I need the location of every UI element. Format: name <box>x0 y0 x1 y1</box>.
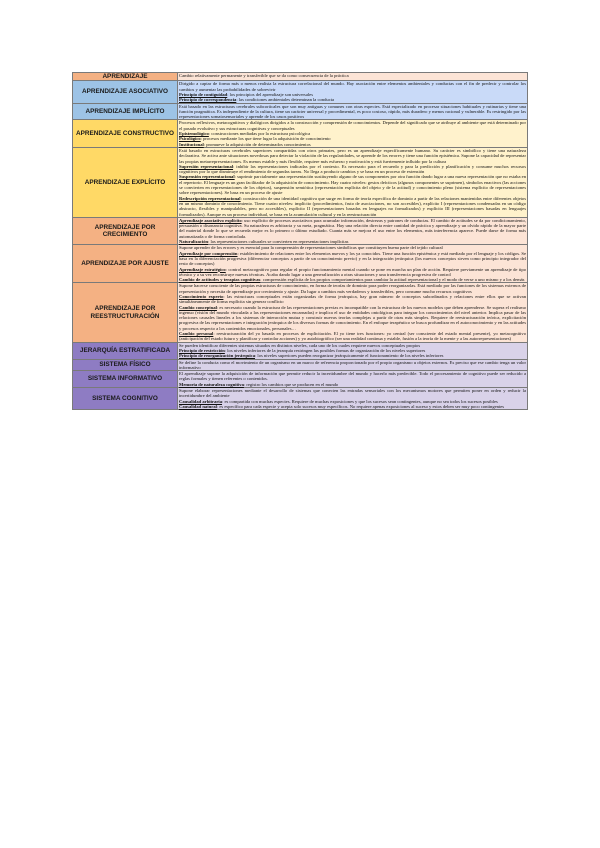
concept-lead-term: Causalidad arbitraria <box>179 398 223 404</box>
concept-text: : suprimir parcialmente una representación sustituyendo alguno de sus componentes por otra función dando lugar a una nueva representación que no estaba en el repertorio. El lenguaje es un gran facilitador de la adquisición de conocimiento. Hay cuatro niveles: gestos deícticos (algunos componentes se suprimen), símbolos enactivos (las acciones se convierten en representaciones de los objetos), suspensión semiótica (representación explícita del objeto y de la actitud) y conocimiento pleno (sistema explícito de representaciones sobre representaciones). Se basa en un proceso de ajuste <box>179 174 527 196</box>
definition-cell <box>178 371 528 388</box>
concept-lead-term: Principio de contiguidad <box>179 92 228 97</box>
concept-text: : uso explícito de procesos asociativos para acumular información, destrezas y patrones de conductas. El cambio de actitudes se da por condicionamiento, persuasión o disonancia cognitiva. Su naturaleza es arbitraria y su meta, pragmática. Hay una relación directa entre cantidad de práctica y aprendizaje y un olvido rápido de la mayor parte del material donde lo que se recuerda mejor es lo primero o último estudiado. Cuanta más se mejora el uso entre los elementos, más interferencia aparece. Puede darse de forma más automatizada o de forma controlada. <box>179 217 527 239</box>
term-cell: JERARQUÍA ESTRATIFICADA <box>73 342 178 359</box>
concept-lead-term: Naturalización <box>179 239 209 245</box>
definition-paragraph <box>179 174 526 195</box>
table-row <box>73 342 528 359</box>
definition-paragraph <box>179 382 526 387</box>
concept-text: Se define la conducta como el movimiento de un organismo en un marco de referencia proporcionado por el propio organismo u objetos externos. Es preciso que ese cambio tenga un valor informativo <box>179 359 526 370</box>
concept-text: : es específico para cada especie y acepta solo sucesos muy específicos. No requiere apenas exposiciones al suceso y estos deben ser muy poco contingentes <box>216 403 505 409</box>
table-row <box>73 217 528 244</box>
definition-cell <box>178 245 528 283</box>
definition-paragraph <box>179 305 526 331</box>
concept-text: : comprensión explícita de los propios comportamientos para cambiar la actitud representacional y el modo de verse a uno mismo y a los demás <box>260 277 525 283</box>
definition-paragraph <box>179 331 526 342</box>
definition-paragraph <box>179 371 526 382</box>
concept-lead-term: Aprendizaje por comprensión <box>179 250 238 256</box>
term-cell: SISTEMA COGNITIVO <box>73 388 178 410</box>
definition-paragraph <box>179 360 526 371</box>
concept-text: : es compartida con muchas especies. Requiere de muchas exposiciones y que los sucesos sean contingentes, aunque no sea todos los sucesos posibles <box>222 398 498 404</box>
concept-text: Dirigido a captar de forma más o menos realista la estructura correlacional del mundo. Hay asociación entre elementos ambientales y conductas con el fin de predecir y controlar los cambios y aumentar las probabilidades de sobrevivir <box>179 81 526 92</box>
concept-lead-term: Supresión representacional <box>179 163 234 169</box>
definition-paragraph <box>179 404 526 409</box>
definition-cell <box>178 217 528 244</box>
concept-lead-term: Cambio conceptual <box>179 304 217 310</box>
concept-text: Se pueden identificar diferentes sistemas situados en distintos niveles, cada uno de los cuales requiere nuevos conceptuales propios <box>179 342 421 348</box>
table-body <box>73 73 528 410</box>
concept-lead-term: Psicológico <box>179 136 201 142</box>
concept-text: Está basado en las estructuras cerebrales subcorticales que son muy antiguas y comunes con otras especies. Está especializado en procesar situaciones habituales y rutinarias y tiene una función pragmática. Es independiente de la cultura, tiene un carácter universal y procedimental, es poco costoso, rápido, más duradero y menos racional y vulnerable. Es restringido por las representaciones somatosensoriales y aprende de los casos positivos <box>179 103 526 120</box>
concept-text: : las representaciones culturales se convierten en representaciones implícitas <box>208 239 349 245</box>
concept-text: : reestructuración del yo basada en procesos de explicitación. El yo tiene tres funciones: yo central (ser consciente del estado mental presente), yo metacognitivo (anticipación del estado futuro y planificar y controlar acciones) y yo autobiográfico (ser una realidad continua y estable, fusión a la teoría de la mente y a las autorrepresentaciones) <box>179 331 526 342</box>
concept-lead-term: Principio de reorganización jerárquica <box>179 353 255 359</box>
concept-table <box>72 72 528 410</box>
concept-text: El aprendizaje supone la adquisición de información que permite reducir la incertidumbre del mundo y hacerlo más predecible. Todo el procesamiento de cognitivo puede ser reducido a reglas formales y tienen referentes o contenidos. <box>179 371 526 382</box>
table-row <box>73 147 528 217</box>
concept-lead-term: Conocimiento experto <box>179 293 224 299</box>
concept-text: : inhibir las representaciones indicadas por el contexto. Es necesario para el recuerdo y para la predicción y planificación y consume muchos recursos cognitivos por lo que disminuye el rendimiento de segundas tareas. No llega a producir cambios y se basa en un proceso de extensión <box>179 163 526 175</box>
definition-cell <box>178 103 528 120</box>
concept-lead-term: Redescripción representacional <box>179 195 241 201</box>
concept-lead-term: Epistemológico <box>179 131 209 137</box>
definition-paragraph <box>179 388 526 399</box>
concept-lead-term: Aprendizaje asociativo explícito <box>179 217 242 223</box>
concept-text: : promueve la adquisición de determinados conocimientos <box>203 141 311 147</box>
definition-paragraph <box>179 120 526 131</box>
table-row <box>73 371 528 388</box>
concept-lead-term: Institucional <box>179 141 204 147</box>
concept-text: : construcciones mediadas por la estructura psicológica <box>208 131 311 137</box>
definition-paragraph <box>179 267 526 278</box>
definition-paragraph <box>179 148 526 164</box>
definition-paragraph <box>179 218 526 239</box>
concept-text: : las estructuras conceptuales están organizadas de forma jerárquica, hay gran número de conceptos subordinados y relaciones entre ellos que se activan simultáneamente de forma explícita sin generar conflicto <box>179 293 527 305</box>
concept-lead-term: Aprendizaje estratégico <box>179 266 226 272</box>
concept-text: : las condiciones ambientales determinan la conducta <box>236 97 335 103</box>
term-cell: APRENDIZAJE POR AJUSTE <box>73 245 178 283</box>
definition-paragraph <box>179 251 526 267</box>
term-cell: APRENDIZAJE ASOCIATIVO <box>73 81 178 103</box>
table-row <box>73 103 528 120</box>
term-cell: APRENDIZAJE IMPLÍCITO <box>73 103 178 120</box>
definition-cell <box>178 147 528 217</box>
concept-text: Cambio relativamente permanente y transferible que se da como consecuencia de la práctica <box>179 73 349 78</box>
concept-text: Está basado en estructuras cerebrales superiores compartidas con otros primates, pero es un aprendizaje específicamente humano. Su carácter es simbólico y tiene una naturaleza declarativa. Se activa ante situaciones novedosas para detectar la violación de las regularidades, se aprende de los errores y tiene una función epistémica. Supone la capacidad de representar las propias metarrepresentaciones. Es menos estable y más flexible, requiere más esfuerzo y motivación y está fuertemente influido por la cultura <box>179 147 526 164</box>
definition-paragraph <box>179 164 526 175</box>
table-row <box>73 388 528 410</box>
definition-cell <box>178 388 528 410</box>
table-row <box>73 81 528 103</box>
table-row <box>73 73 528 81</box>
definition-paragraph <box>179 196 526 217</box>
definition-paragraph <box>179 97 526 102</box>
concept-text: : los principios del aprendizaje son universales <box>227 92 313 97</box>
concept-lead-term: Memoria de naturaleza cognitiva <box>179 381 244 387</box>
concept-text: : control metacognitivo para regular el propio funcionamiento mental cuando se pone en marcha un plan de acción. Requiere previamente un aprendizaje de tipo técnico y a su vez reconstruye nuevas técnicas. Acaba dando lugar a una generalización a otras situaciones y una transferencia progresiva de control <box>179 266 527 277</box>
concept-lead-term: Principio de restricción <box>179 347 225 353</box>
definition-paragraph <box>179 353 526 358</box>
definition-paragraph <box>179 283 526 294</box>
term-cell: SISTEMA FÍSICO <box>73 359 178 371</box>
concept-text: Supone elaborar representaciones mediante el desarrollo de sistemas que conecten las entradas sensoriales con los mecanismos motores que permiten poner en orden y reducir la incertidumbre del ambiente <box>179 388 526 399</box>
concept-text: : establecimiento de relaciones entre los elementos nuevos y los ya conocidos. Tiene una función epistémica y está mediado por el lenguaje y los códigos. Se basa en la diferenciación progresiva (diferenciar conceptos a partir de un conocimiento previo) y en la integración jerárquica (los nuevos conceptos sirven como principio integrador del resto de conceptos) <box>179 250 527 267</box>
concept-text: Supone aprender de los errores y es esencial para la comprensión de representaciones simbólicas que constituyen buena parte del tejido cultural <box>179 245 443 251</box>
table-row <box>73 120 528 147</box>
concept-lead-term: Suspensión representacional <box>179 174 235 180</box>
definition-cell <box>178 342 528 359</box>
concept-text: : los niveles inferiores de la jerarquía restringen las posibles formas de organización de los niveles superiores <box>224 347 426 353</box>
term-cell: SISTEMA INFORMATIVO <box>73 371 178 388</box>
concept-table-page <box>72 72 528 410</box>
concept-lead-term: Causalidad natural <box>179 403 217 409</box>
definition-paragraph <box>179 277 526 282</box>
concept-text: : procesos mediante los que tiene lugar la adquisición de conocimiento <box>200 136 331 142</box>
term-cell: APRENDIZAJE POR REESTRUCTURACIÓN <box>73 283 178 342</box>
table-row <box>73 245 528 283</box>
definition-paragraph <box>179 73 526 78</box>
concept-text: : los niveles superiores pueden reorganizar jerárquicamente el funcionamiento de los niveles inferiores <box>255 353 444 359</box>
definition-paragraph <box>179 81 526 92</box>
table-row <box>73 283 528 342</box>
definition-paragraph <box>179 239 526 244</box>
concept-lead-term: Cambio personal <box>179 331 214 337</box>
definition-paragraph <box>179 104 526 120</box>
term-cell: APRENDIZAJE <box>73 73 178 81</box>
concept-text: Procesos reflexivos, metacognitivos y dialógicos dirigidos a la construcción y comprensión de conocimientos. Depende del significado que se atribuye al ambiente que está determinado por el pasado evolutivo y sus estructuras cognitivas y conceptuales <box>179 120 526 131</box>
definition-cell <box>178 120 528 147</box>
table-row <box>73 359 528 371</box>
definition-cell <box>178 283 528 342</box>
term-cell: APRENDIZAJE POR CRECIMIENTO <box>73 217 178 244</box>
definition-cell <box>178 73 528 81</box>
term-cell: APRENDIZAJE EXPLÍCITO <box>73 147 178 217</box>
definition-cell <box>178 81 528 103</box>
concept-text: Supone hacerse consciente de las propias estructuras de conocimiento, en forma de teorías de dominio para poder reorganizarlas. Está mediado por las funciones de los sistemas externos de representación y necesita de aprendizaje por crecimiento y ajuste. Da lugar a cambios más verdaderos y transferibles, pero consume mucho recursos cognitivos <box>179 283 526 294</box>
concept-lead-term: Cambio de actitudes y terapias cognitivas <box>179 277 261 283</box>
concept-text: : es necesario cuando la estructura de las representaciones previas es incompatible con la estructura de los nuevos modelos que deben aprenderse. Se supera el realismo ingenuo (visión del mundo vinculada a las representaciones encarnadas) e implica el uso de entidades ontológicas para integrar los conocimientos del nivel anterior. Implica pasar de las relaciones causales lineales a los sistemas de interacción mutua y construir nuevas teorías complejas a partir de otras más simples. Requiere de reestructuración teórica, explicitación progresiva de las representaciones e integración jerárquica de los diversos formas de conocimiento. En el enfoque terapéutico se busca profundizar en el autoconocimiento y en las actitudes y procesos respecto a los contenidos emocionales, personales… <box>179 304 526 331</box>
term-cell: APRENDIZAJE CONSTRUCTIVO <box>73 120 178 147</box>
concept-text: : construcción de una identidad cognitiva que surge en forma de teoría específica de dominio a partir de las relaciones mantenidas entre diferentes objetos en un mismo dominio de conocimiento. Tiene cuatro niveles: implícito (procedimientos, fruto de asociaciones, no son accesibles), explícito I (representaciones condensadas en un código abstracto, flexibles y manipulables, pero no accesibles), explícito II (representaciones basadas en lenguajes no formalizados) y explícito III (representaciones basadas en lenguajes formalizados). Aunque es un proceso individual, se basa en la acumulación cultural y en la reestructuración <box>179 195 526 217</box>
concept-lead-term: Principio de correspondencia <box>179 97 237 103</box>
definition-paragraph <box>179 294 526 305</box>
definition-paragraph <box>179 142 526 147</box>
definition-cell <box>178 359 528 371</box>
concept-text: : registro los cambios que se producen en el mundo <box>243 381 339 387</box>
